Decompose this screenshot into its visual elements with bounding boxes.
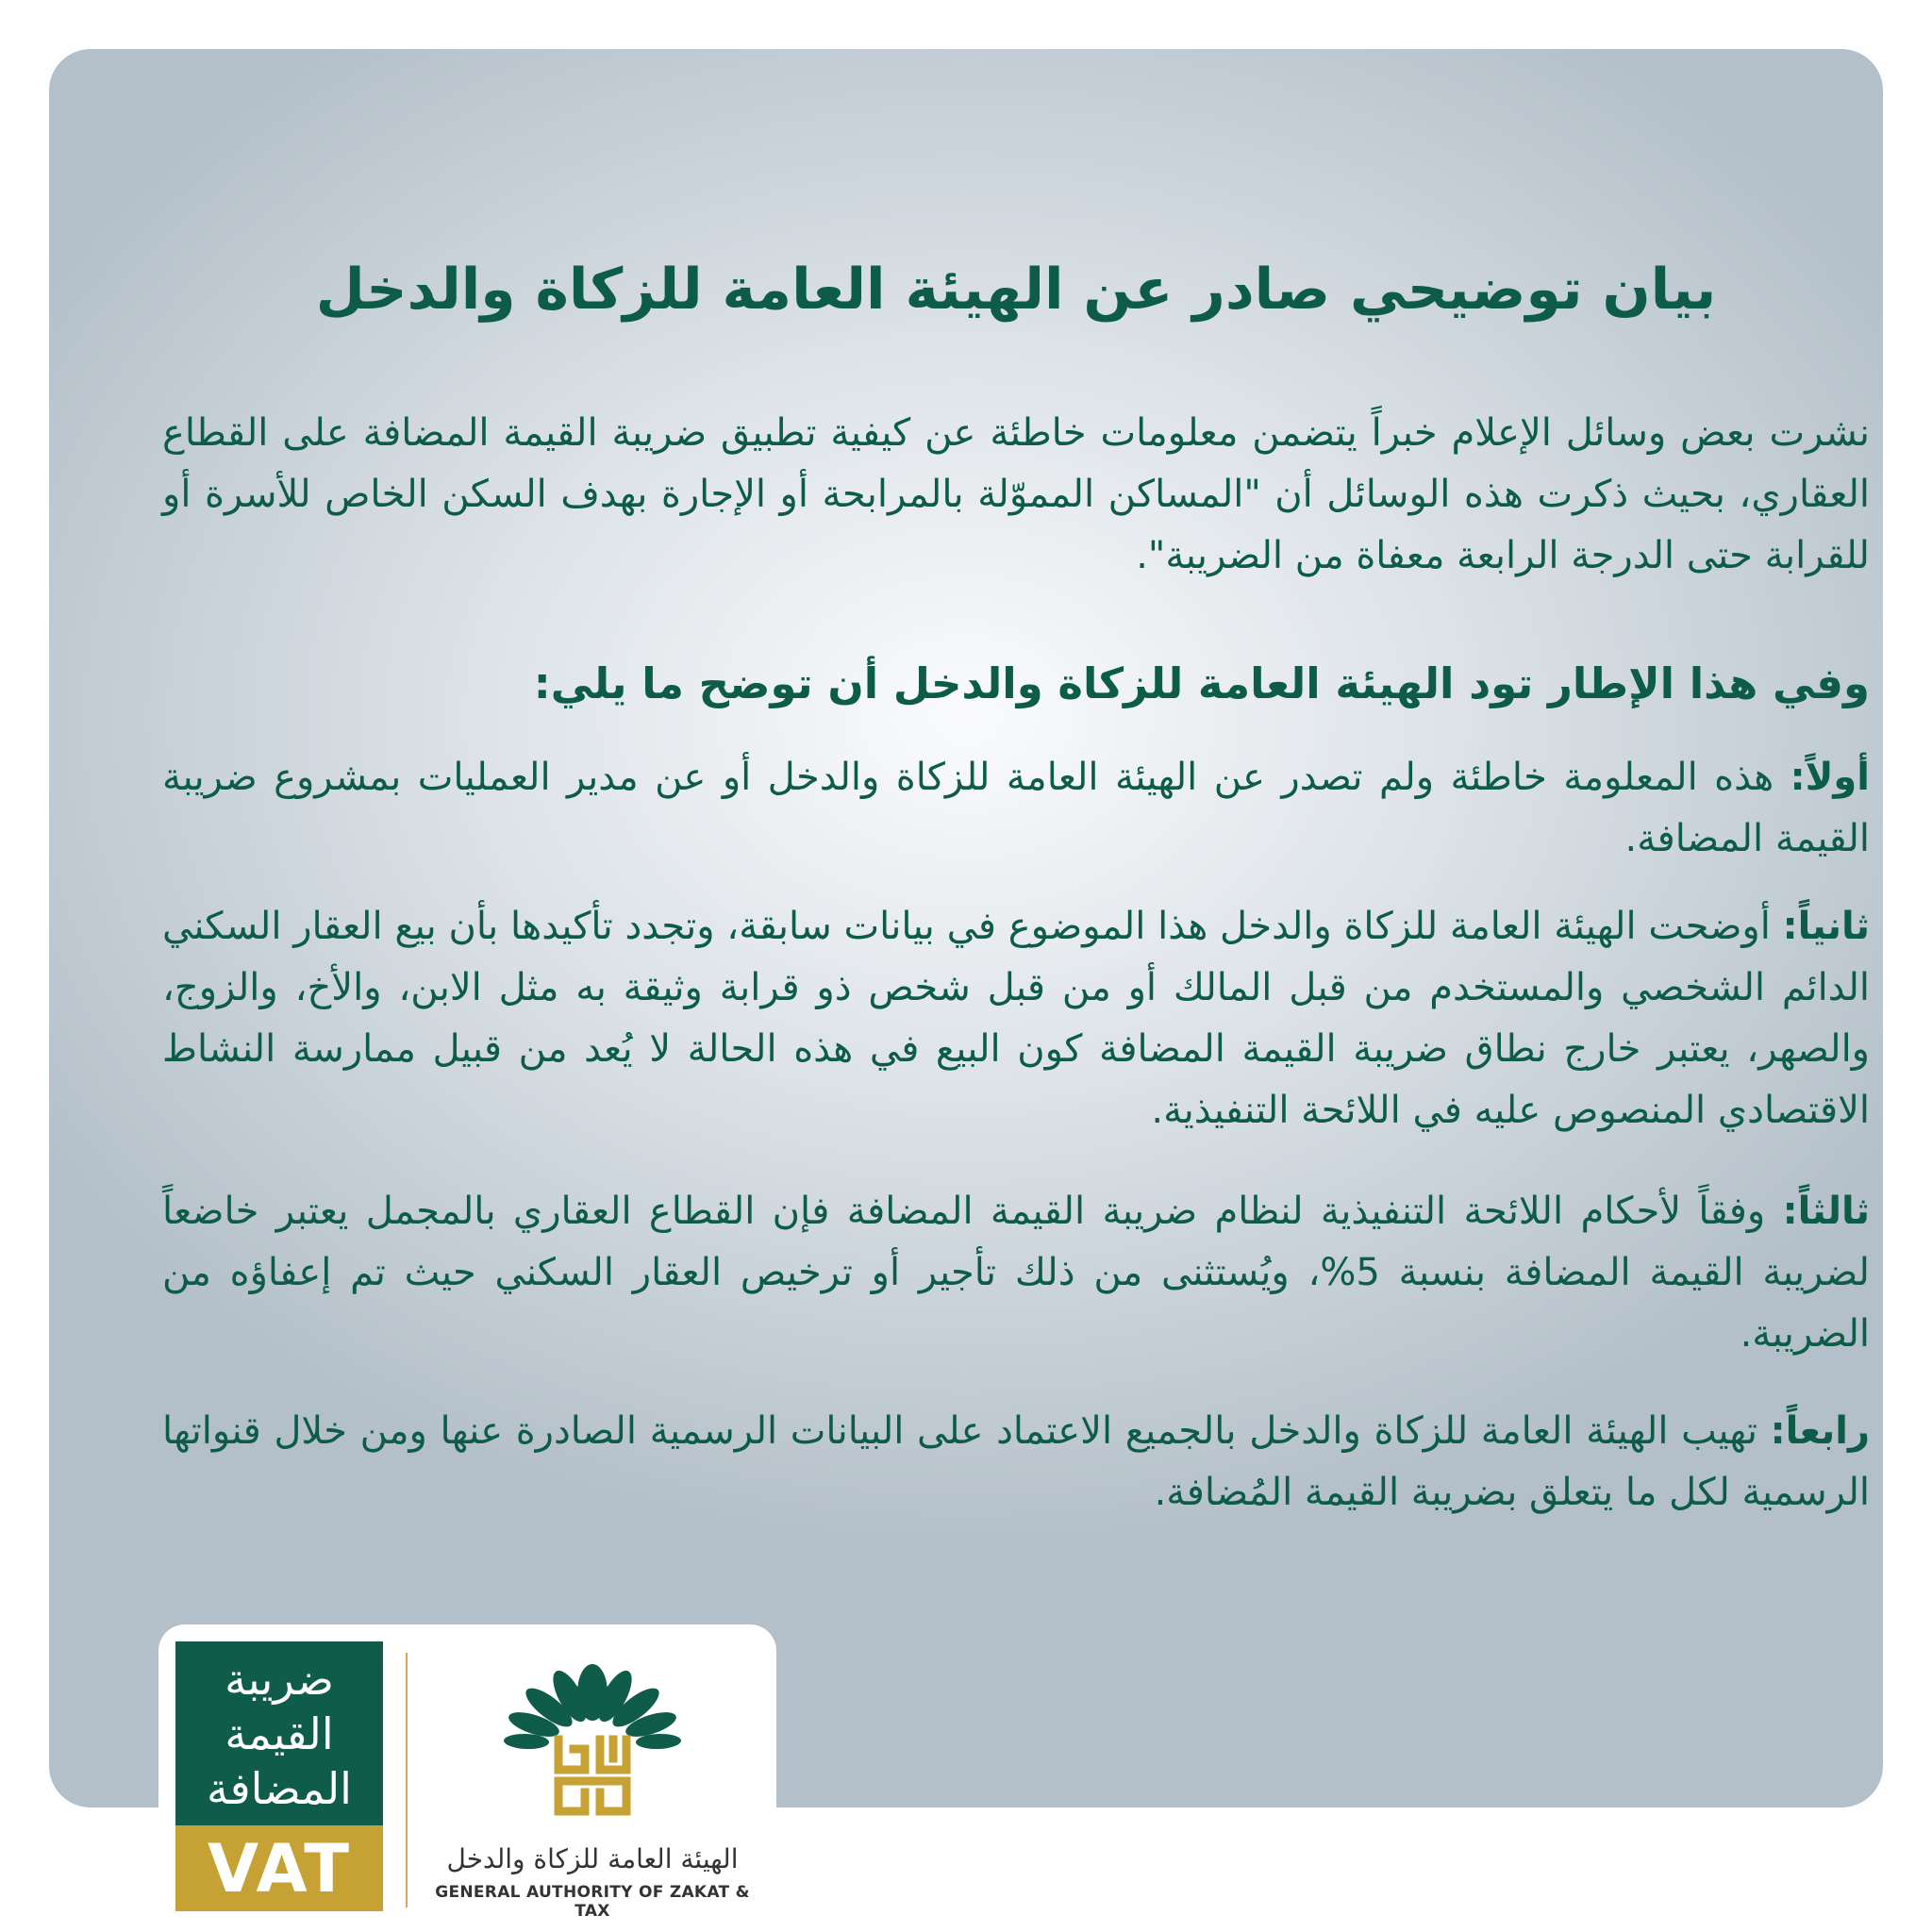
statement-card [49,49,1883,1807]
clause-third [162,1181,1870,1365]
authority-name-english: GENERAL AUTHORITY OF ZAKAT & TAX [435,1883,750,1921]
intro-paragraph: نشرت بعض وسائل الإعلام خبراً يتضمن معلومات خاطئة عن كيفية تطبيق ضريبة القيمة المضافة على القطاع العقاري، بحيث ذكرت هذه الوسائل أن "المساكن المموّلة بالمرابحة أو الإجارة بهدف السكن الخاص للأسرة أو للقرابة حتى الدرجة الرابعة معفاة من الضريبة". [162,411,1870,577]
logo-divider [406,1653,408,1907]
clause-fourth [162,1401,1870,1524]
statement-title: بيان توضيحي صادر عن الهيئة العامة للزكاة والدخل [315,257,1717,323]
vat-logo-arabic-block [175,1641,383,1825]
clause-second-text: أوضحت الهيئة العامة للزكاة والدخل هذا الموضوع في بيانات سابقة، وتجدد تأكيدها بأن بيع العقار السكني الدائم الشخصي والمستخدم من قبل المالك أو من قبل شخص ذو قرابة وثيقة به مثل الابن، والأخ، والزوج، والصهر، يعتبر خارج نطاق ضريبة القيمة المضافة كون البيع في هذه الحالة لا يُعد من قبيل ممارسة النشاط الاقتصادي المنصوص عليه في اللائحة التنفيذية. [162,905,1870,1132]
vat-logo-latin-block [175,1825,383,1911]
clause-first-label: أولاً: [1790,756,1870,799]
palm-emblem-icon [498,1638,687,1826]
clause-fourth-text: تهيب الهيئة العامة للزكاة والدخل بالجميع الاعتماد على البيانات الرسمية الصادرة عنها ومن خلال قنواتها الرسمية لكل ما يتعلق بضريبة القيمة المُضافة. [162,1409,1870,1514]
clause-fourth-label: رابعاً: [1770,1409,1870,1453]
lead-heading: وفي هذا الإطار تود الهيئة العامة للزكاة والدخل أن توضح ما يلي: [533,658,1870,708]
vat-logo [175,1641,383,1911]
vat-logo-latin-text: VAT [208,1829,351,1907]
clause-first-text: هذه المعلومة خاطئة ولم تصدر عن الهيئة العامة للزكاة والدخل أو عن مدير العمليات بمشروع ضريبة القيمة المضافة. [162,756,1870,860]
vat-logo-arabic-text: ضريبة القيمة المضافة [207,1653,352,1814]
clause-third-text: وفقاً لأحكام اللائحة التنفيذية لنظام ضريبة القيمة المضافة فإن القطاع العقاري بالمجمل يعتبر خاضعاً لضريبة القيمة المضافة بنسبة 5%، ويُستثنى من ذلك تأجير أو ترخيص العقار السكني حيث تم إعفاؤه من الضريبة. [162,1190,1870,1356]
clause-second-label: ثانياً: [1782,905,1870,948]
clause-third-label: ثالثاً: [1782,1190,1870,1233]
authority-name-arabic: الهيئة العامة للزكاة والدخل [446,1843,739,1874]
clause-second [162,896,1870,1141]
clause-first [162,747,1870,870]
logos-panel [158,1624,776,1932]
